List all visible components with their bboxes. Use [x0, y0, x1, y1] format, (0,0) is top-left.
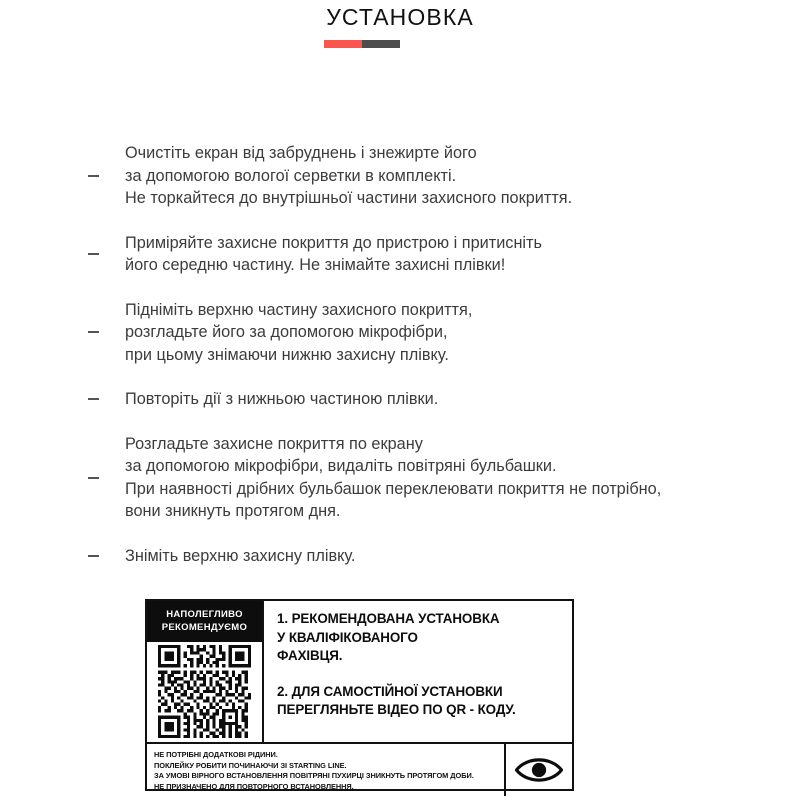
instruction-text [125, 232, 748, 277]
badge-line-1: НАПОЛЕГЛИВО [166, 609, 243, 620]
instruction-line: Очистіть екран від забруднень і знежирте його [125, 144, 477, 162]
fineprint-line: НЕ ПРИЗНАЧЕНО ДЛЯ ПОВТОРНОГО ВСТАНОВЛЕННЯ. [154, 781, 354, 791]
dash-marker-icon [88, 398, 125, 400]
info-card-left-panel [147, 601, 264, 742]
instruction-line: При наявності дрібних бульбашок переклеювати покриття не потрібно, [125, 479, 662, 498]
dash-marker-icon [88, 555, 125, 557]
instruction-line: Розгладьте захисне покриття по екрану [125, 434, 423, 453]
instruction-line: Повторіть дії з нижньою частиною плівки. [125, 390, 439, 408]
recommendation-line: 2. ДЛЯ САМОСТІЙНОЇ УСТАНОВКИ [277, 683, 503, 699]
instruction-line: вони зникнуть протягом дня. [125, 502, 341, 520]
recommendation-2 [277, 683, 562, 720]
dash-marker-icon [88, 175, 125, 177]
instruction-text [125, 299, 748, 367]
instruction-item [88, 299, 748, 367]
dash-marker-icon [88, 253, 125, 255]
info-card-top [147, 601, 572, 744]
accent-segment-red [324, 40, 362, 48]
fineprint-line: ПОКЛЕЙКУ РОБИТИ ПОЧИНАЮЧИ ЗІ STARTING LINE. [154, 760, 347, 770]
accent-segment-gray [362, 40, 400, 48]
instruction-line: Зніміть верхню захисну плівку. [125, 546, 356, 565]
recommendation-1 [277, 610, 562, 666]
strongly-recommend-badge [147, 601, 262, 642]
info-card [145, 599, 574, 791]
fineprint-line: ЗА УМОВІ ВІРНОГО ВСТАНОВЛЕННЯ ПОВІТРЯНІ ПУХИРЦІ ЗНИКНУТЬ ПРОТЯГОМ ДОБИ. [154, 771, 474, 781]
instruction-text [125, 433, 748, 523]
instruction-line: Приміряйте захисне покриття до пристрою і притисніть [125, 233, 542, 252]
instruction-line: Не торкайтеся до внутрішньої частини захисного покриття. [125, 189, 573, 207]
fineprint-line: НЕ ПОТРІБНІ ДОДАТКОВІ РІДИНИ. [154, 750, 278, 759]
recommendation-line: 1. РЕКОМЕНДОВАНА УСТАНОВКА [277, 611, 500, 626]
instruction-item [88, 545, 748, 568]
instruction-item [88, 433, 748, 523]
fineprint-block [147, 744, 506, 796]
instruction-item [88, 232, 748, 277]
instruction-text [125, 545, 748, 568]
qr-code[interactable] [147, 642, 262, 742]
recommendation-line: У КВАЛІФІКОВАНОГО [277, 629, 418, 645]
info-card-bottom [147, 744, 572, 796]
instruction-list [88, 142, 748, 567]
instruction-item [88, 388, 748, 411]
instruction-text [125, 388, 748, 411]
instruction-line: при цьому знімаючи нижню захисну плівку. [125, 345, 449, 364]
instruction-line: за допомогою вологої серветки в комплекті. [125, 166, 457, 185]
info-card-right-panel [264, 601, 572, 742]
page-title: УСТАНОВКА [326, 4, 474, 30]
instruction-line: за допомогою мікрофібри, видаліть повітряні бульбашки. [125, 457, 557, 475]
instruction-line: розгладьте його за допомогою мікрофібри, [125, 323, 448, 341]
dash-marker-icon [88, 331, 125, 333]
recommendation-line: ФАХІВЦЯ. [277, 648, 343, 663]
instruction-item [88, 142, 748, 210]
instruction-line: його середню частину. Не знімайте захисні плівки! [125, 256, 506, 274]
eye-icon [506, 744, 572, 796]
instruction-line: Підніміть верхню частину захисного покриття, [125, 300, 473, 319]
recommendation-line: ПЕРЕГЛЯНЬТЕ ВІДЕО ПО QR - КОДУ. [277, 702, 516, 717]
title-accent-bar [324, 40, 400, 48]
dash-marker-icon [88, 477, 125, 479]
badge-line-2: РЕКОМЕНДУЄМО [161, 622, 248, 633]
instruction-text [125, 142, 748, 210]
